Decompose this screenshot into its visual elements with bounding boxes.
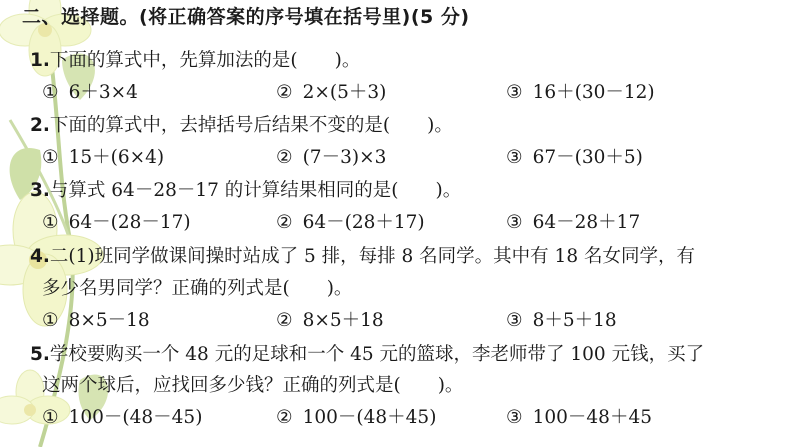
option-text: 100－(48－45) xyxy=(68,407,203,428)
option-3[interactable] xyxy=(506,211,640,235)
question-text-line-2: 多少名男同学？正确的列式是( )。 xyxy=(42,278,353,299)
option-marker: ③ xyxy=(506,82,523,103)
option-3[interactable] xyxy=(506,81,655,105)
question-text-line-1: 学校要购买一个 48 元的足球和一个 45 元的篮球，李老师带了 100 元钱，买了 xyxy=(49,344,705,365)
option-text: 15＋(6×4) xyxy=(68,147,165,168)
option-text: 8×5－18 xyxy=(68,310,150,331)
option-1[interactable] xyxy=(42,309,150,333)
option-3[interactable] xyxy=(506,146,643,170)
question-number: 2. xyxy=(30,115,50,136)
option-marker: ③ xyxy=(506,212,523,233)
option-marker: ② xyxy=(276,212,293,233)
option-1[interactable] xyxy=(42,211,191,235)
option-1[interactable] xyxy=(42,81,138,105)
question-1 xyxy=(30,49,360,73)
question-4-continued xyxy=(42,277,352,301)
option-3[interactable] xyxy=(506,406,652,430)
option-marker: ① xyxy=(42,407,59,428)
question-3-options xyxy=(42,211,762,235)
option-text: 64－28＋17 xyxy=(532,212,641,233)
question-5 xyxy=(30,343,704,367)
question-2-options xyxy=(42,146,762,170)
option-2[interactable] xyxy=(276,146,386,170)
question-number: 5. xyxy=(30,344,50,365)
option-2[interactable] xyxy=(276,81,386,105)
option-text: 64－(28－17) xyxy=(68,212,191,233)
question-number: 1. xyxy=(30,50,50,71)
option-marker: ③ xyxy=(506,147,523,168)
question-text-line-2: 这两个球后，应找回多少钱？正确的列式是( )。 xyxy=(42,375,464,396)
option-2[interactable] xyxy=(276,406,436,430)
option-marker: ③ xyxy=(506,407,523,428)
option-text: (7－3)×3 xyxy=(302,147,387,168)
option-1[interactable] xyxy=(42,146,164,170)
question-2 xyxy=(30,114,453,138)
option-marker: ② xyxy=(276,310,293,331)
question-4-options xyxy=(42,309,762,333)
question-5-options xyxy=(42,406,762,430)
question-text: 下面的算式中，去掉括号后结果不变的是( )。 xyxy=(49,115,453,136)
question-text: 下面的算式中，先算加法的是( )。 xyxy=(49,50,361,71)
option-marker: ② xyxy=(276,82,293,103)
option-3[interactable] xyxy=(506,309,617,333)
option-marker: ② xyxy=(276,407,293,428)
option-marker: ① xyxy=(42,212,59,233)
option-marker: ① xyxy=(42,82,59,103)
option-marker: ① xyxy=(42,310,59,331)
question-5-continued xyxy=(42,374,463,398)
option-text: 16＋(30－12) xyxy=(532,82,655,103)
question-3 xyxy=(30,179,461,203)
option-marker: ① xyxy=(42,147,59,168)
option-2[interactable] xyxy=(276,309,384,333)
option-2[interactable] xyxy=(276,211,425,235)
option-text: 2×(5＋3) xyxy=(302,82,387,103)
option-text: 67－(30＋5) xyxy=(532,147,643,168)
section-heading: 二、选择题。(将正确答案的序号填在括号里)(5 分) xyxy=(22,6,470,28)
option-text: 6＋3×4 xyxy=(68,82,138,103)
question-number: 3. xyxy=(30,180,50,201)
question-number: 4. xyxy=(30,246,50,267)
question-text: 与算式 64－28－17 的计算结果相同的是( )。 xyxy=(49,180,462,201)
question-text-line-1: 二(1)班同学做课间操时站成了 5 排，每排 8 名同学。其中有 18 名女同学，有 xyxy=(49,246,695,267)
option-1[interactable] xyxy=(42,406,202,430)
option-text: 8＋5＋18 xyxy=(532,310,617,331)
question-1-options xyxy=(42,81,762,105)
option-text: 100－48＋45 xyxy=(532,407,652,428)
option-text: 8×5＋18 xyxy=(302,310,384,331)
option-text: 64－(28＋17) xyxy=(302,212,425,233)
option-marker: ② xyxy=(276,147,293,168)
question-4 xyxy=(30,245,695,269)
option-marker: ③ xyxy=(506,310,523,331)
option-text: 100－(48＋45) xyxy=(302,407,437,428)
